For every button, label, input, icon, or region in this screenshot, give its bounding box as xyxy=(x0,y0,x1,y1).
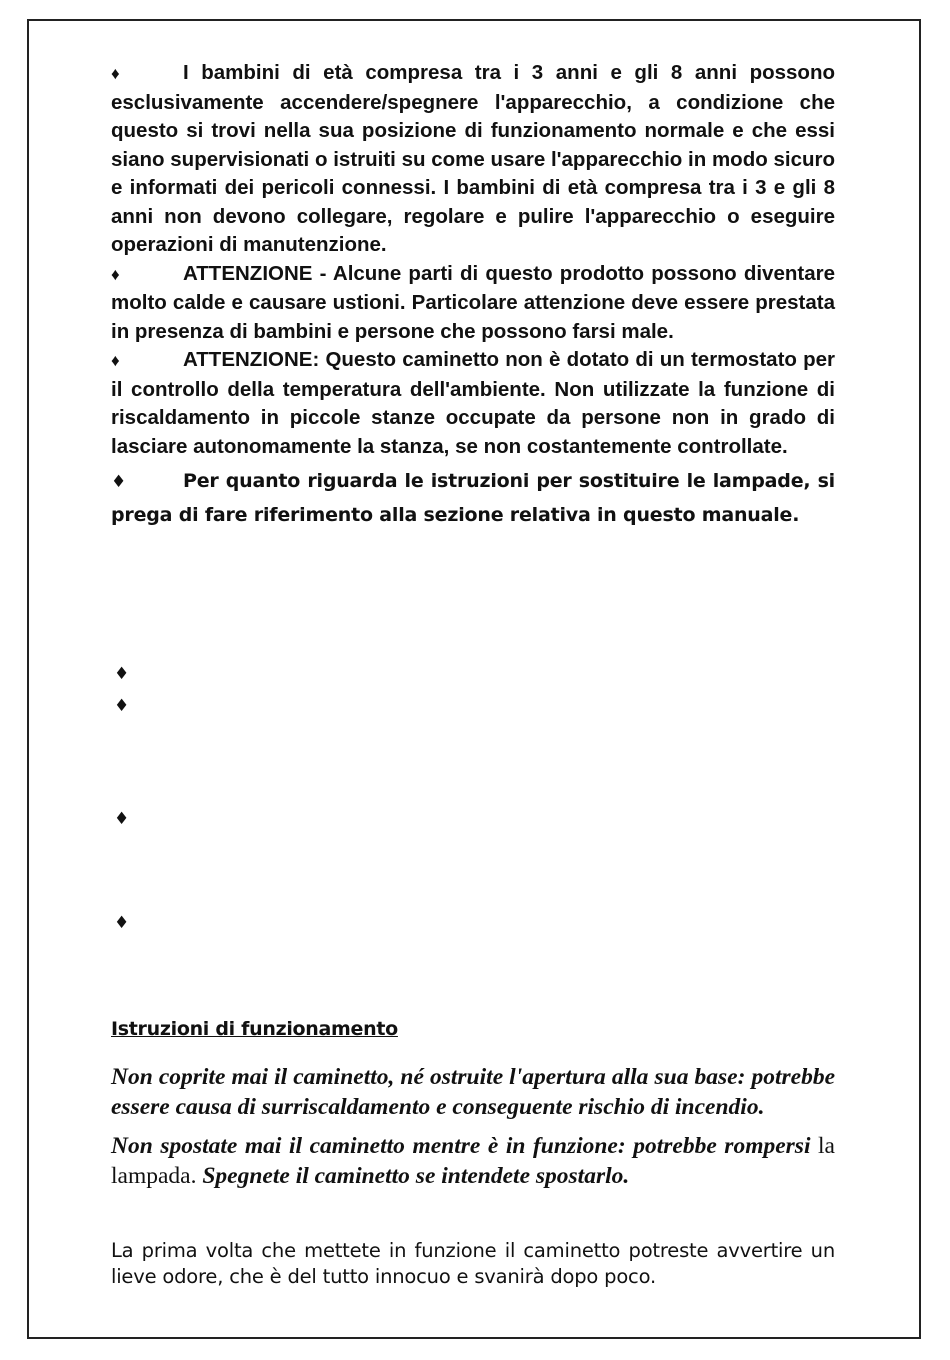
diamond-bullet-icon: ♦ xyxy=(114,696,130,716)
warnings-list xyxy=(111,59,835,532)
instruction-do-not-cover: Non coprite mai il caminetto, né ostruite l'apertura alla sua base: potrebbe essere causa di surriscaldamento e conseguente rischio di incendio. xyxy=(111,1064,835,1120)
diamond-bullet-icon: ♦ xyxy=(114,809,130,829)
section-title: Istruzioni di funzionamento xyxy=(111,1018,398,1040)
warning-hot-parts: ♦ ATTENZIONE - Alcune parti di questo prodotto possono diventare molto calde e causare ustioni. Particolare attenzione deve essere prestata in presenza di bambini e persone che possono farsi male. xyxy=(111,261,835,343)
warning-children: ♦ I bambini di età compresa tra i 3 anni e gli 8 anni possono esclusivamente accendere/spegnere l'apparecchio, a condizione che questo si trovi nella sua posizione di funzionamento normale e che essi siano supervisionati o istruiti su come usare l'apparecchio in modo sicuro e informati dei pericoli connessi. I bambini di età compresa tra i 3 e gli 8 anni non devono collegare, regolare e pulire l'apparecchio o eseguire operazioni di manutenzione. xyxy=(111,61,835,256)
diamond-bullet-icon: ♦ xyxy=(111,472,127,492)
diamond-bullet-icon: ♦ xyxy=(114,913,130,933)
instruction-first-use-odor: La prima volta che mettete in funzione il caminetto potreste avvertire un lieve odore, che è del tutto innocuo e svanirà dopo poco. xyxy=(111,1239,835,1288)
lamp-replacement-note: ♦ Per quanto riguarda le istruzioni per sostituire le lampade, si prega di fare riferimento alla sezione relativa in questo manuale. xyxy=(111,465,835,532)
diamond-bullet-icon: ♦ xyxy=(111,351,120,370)
warning-thermostat: ♦ ATTENZIONE: Questo caminetto non è dotato di un termostato per il controllo della temperatura dell'ambiente. Non utilizzate la funzione di riscaldamento in piccole stanze occupate da persone non in grado di lasciare autonomamente la stanza, se non costantemente controllate. xyxy=(111,348,835,458)
operating-instructions xyxy=(111,1062,835,1200)
diamond-bullet-icon: ♦ xyxy=(111,264,120,284)
diamond-bullet-icon: ♦ xyxy=(111,64,120,83)
instruction-do-not-move: Non spostate mai il caminetto mentre è in funzione: potrebbe rompersi la lampada. Spegnete il caminetto se intendete spostarlo. xyxy=(111,1133,835,1189)
diamond-bullet-icon: ♦ xyxy=(114,664,130,684)
